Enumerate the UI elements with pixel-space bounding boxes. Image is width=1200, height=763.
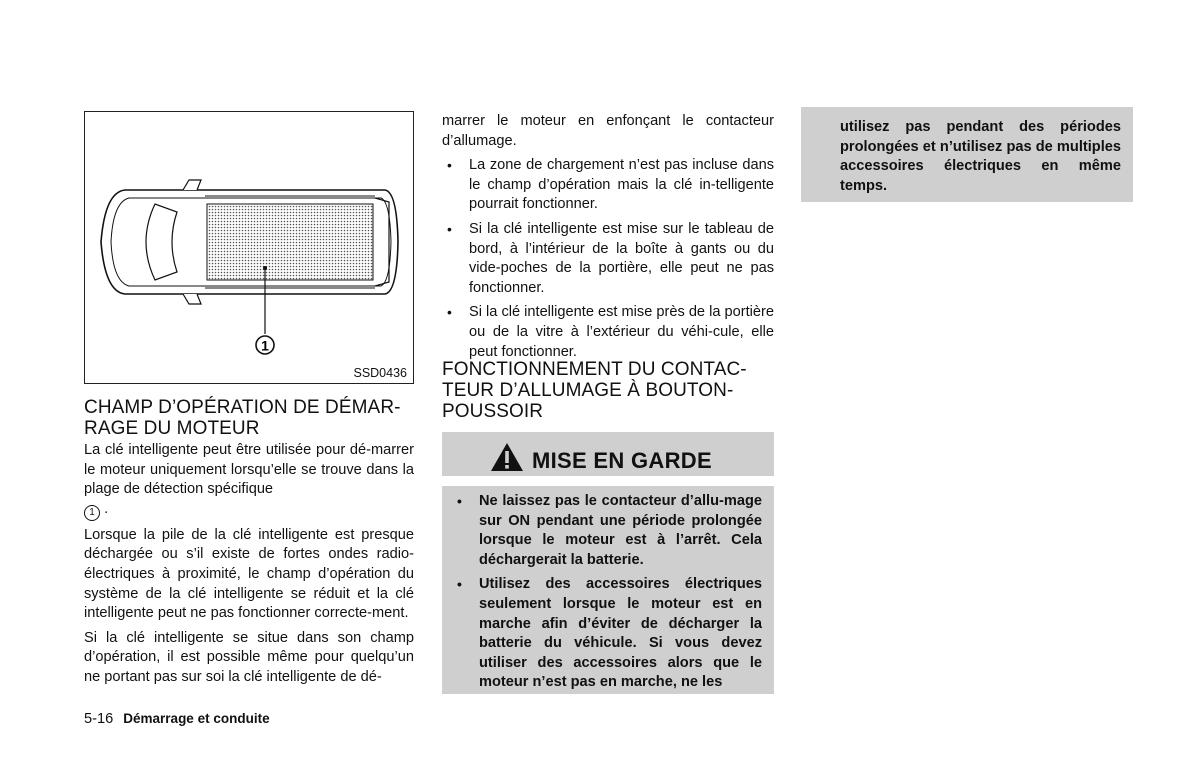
warning-title: MISE EN GARDE bbox=[532, 448, 712, 473]
vehicle-diagram-figure bbox=[84, 111, 414, 384]
section-name: Démarrage et conduite bbox=[123, 711, 270, 726]
warning-bullet-list bbox=[452, 492, 762, 698]
warning-body bbox=[442, 486, 774, 694]
section-heading-push-button-ignition: FONCTIONNEMENT DU CONTAC- TEUR D’ALLUMAGE À BOUTON- POUSSOIR bbox=[442, 359, 747, 422]
left-column-body bbox=[84, 441, 414, 693]
bullet-item: • Si la clé intelligente est mise près de la portière ou de la vitre à l’extérieur du véhi-cule, elle peut fonctionner. bbox=[442, 303, 774, 362]
warning-bullet-item: • Ne laissez pas le contacteur d’allu-mage sur ON pendant une période prolongée lorsque le moteur est à l’arrêt. Cela déchargerait la batterie. bbox=[452, 492, 762, 570]
paragraph-end: . bbox=[104, 500, 109, 517]
warning-continuation bbox=[801, 107, 1133, 202]
warning-bullet-item: • Utilisez des accessoires électriques seulement lorsque le moteur est en marche afin d’éviter de décharger la batterie du véhicule. Si vous devez utiliser des accessoires alors que le moteur n’est pas en marche, ne les bbox=[452, 575, 762, 693]
figure-callout-number: 1 bbox=[261, 337, 269, 354]
warning-header bbox=[442, 432, 774, 476]
warning-triangle-icon bbox=[490, 442, 524, 472]
warning-continuation-text: utilisez pas pendant des périodes prolongées et n’utilisez pas de multiples accessoires électriques en même temps. bbox=[840, 119, 1121, 194]
bullet-list bbox=[442, 156, 774, 362]
bullet-item: • Si la clé intelligente est mise sur le tableau de bord, à l’intérieur de la boîte à gants ou du vide-poches de la portière, elle peut ne pas fonctionner. bbox=[442, 220, 774, 298]
page-footer bbox=[84, 711, 270, 727]
section-heading-operating-range: CHAMP D’OPÉRATION DE DÉMAR- RAGE DU MOTEUR bbox=[84, 397, 401, 439]
paragraph-operating-range: Si la clé intelligente se situe dans son champ d’opération, il est possible même pour quelqu’un ne portant pas sur soi la clé intelligente de dé- bbox=[84, 629, 414, 685]
figure-code: SSD0436 bbox=[353, 366, 407, 380]
paragraph-continued: marrer le moteur en enfonçant le contacteur d’allumage. bbox=[442, 113, 774, 149]
paragraph-battery-low: Lorsque la pile de la clé intelligente est presque déchargée ou s’il existe de fortes ondes radio-électriques à proximité, le champ d’opération du système de la clé intelligente se réduit et la clé intelligente peut ne pas fonctionner correcte-ment. bbox=[84, 526, 414, 622]
page-number: 5-16 bbox=[84, 711, 114, 727]
paragraph-detection-range bbox=[84, 441, 414, 521]
bullet-item: • La zone de chargement n’est pas incluse dans le champ d’opération mais la clé in-telligente pourrait fonctionner. bbox=[442, 156, 774, 215]
paragraph-text: La clé intelligente peut être utilisée pour dé-marrer le moteur uniquement lorsqu’elle se trouve dans la plage de détection spécifique bbox=[84, 442, 414, 498]
callout-number: 1 bbox=[84, 505, 100, 521]
middle-column-body bbox=[442, 112, 774, 367]
vehicle-top-view-illustration bbox=[85, 112, 413, 383]
